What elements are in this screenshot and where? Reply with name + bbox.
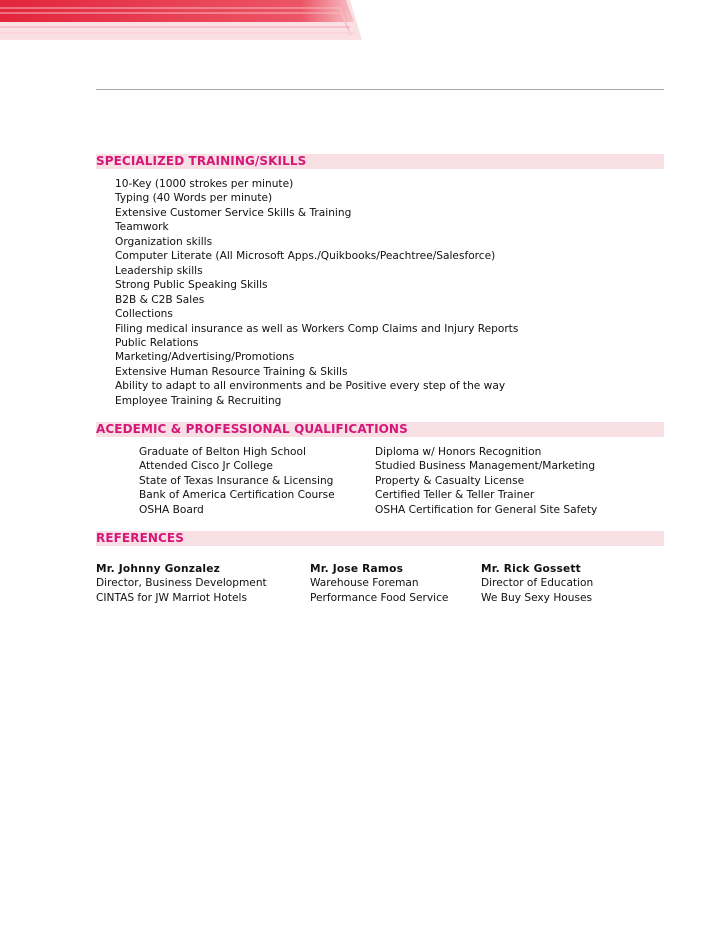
list-item: 10-Key (1000 strokes per minute) xyxy=(115,178,294,190)
list-item: Teamwork xyxy=(115,221,169,234)
qualifications-left-column xyxy=(139,445,335,517)
header-divider xyxy=(96,89,664,90)
list-item: B2B & C2B Sales xyxy=(115,293,205,306)
list-item: OSHA Board xyxy=(139,503,204,516)
reference-organization: We Buy Sexy Houses xyxy=(481,591,593,604)
list-item: Employee Training & Recruiting xyxy=(115,394,282,407)
reference-card xyxy=(481,562,593,605)
list-item: Property & Casualty License xyxy=(375,474,525,487)
list-item: Studied Business Management/Marketing xyxy=(375,460,596,473)
list-item: Leadership skills xyxy=(115,264,203,277)
reference-name: Mr. Johnny Gonzalez xyxy=(96,563,221,575)
list-item: Attended Cisco Jr College xyxy=(139,460,273,473)
list-item: Extensive Customer Service Skills & Training xyxy=(115,206,352,219)
list-item: Organization skills xyxy=(115,235,213,248)
list-item: Public Relations xyxy=(115,336,199,349)
list-item: Filing medical insurance as well as Workers Comp Claims and Injury Reports xyxy=(115,322,519,335)
list-item: State of Texas Insurance & Licensing xyxy=(139,474,334,487)
list-item: Ability to adapt to all environments and be Positive every step of the way xyxy=(115,380,506,393)
reference-title: Director, Business Development xyxy=(96,577,267,590)
list-item: OSHA Certification for General Site Safety xyxy=(375,503,598,516)
list-item: Extensive Human Resource Training & Skills xyxy=(115,365,348,378)
list-item: Typing (40 Words per minute) xyxy=(115,192,273,205)
reference-organization: CINTAS for JW Marriot Hotels xyxy=(96,591,248,604)
list-item: Strong Public Speaking Skills xyxy=(115,279,268,292)
qualifications-heading: ACEDEMIC & PROFESSIONAL QUALIFICATIONS xyxy=(96,422,408,436)
list-item: Certified Teller & Teller Trainer xyxy=(375,489,535,502)
skills-heading: SPECIALIZED TRAINING/SKILLS xyxy=(96,154,307,168)
reference-card xyxy=(310,562,448,605)
list-item: Bank of America Certification Course xyxy=(139,489,335,502)
reference-card xyxy=(96,562,267,605)
list-item: Computer Literate (All Microsoft Apps./Quikbooks/Peachtree/Salesforce) xyxy=(115,250,496,263)
qualifications-right-column xyxy=(375,445,597,517)
reference-name: Mr. Rick Gossett xyxy=(481,563,581,575)
list-item: Diploma w/ Honors Recognition xyxy=(375,446,542,458)
skills-list xyxy=(115,177,518,408)
reference-organization: Performance Food Service xyxy=(310,591,449,604)
reference-name: Mr. Jose Ramos xyxy=(310,563,404,575)
list-item: Collections xyxy=(115,308,173,321)
reference-title: Director of Education xyxy=(481,577,594,590)
list-item: Marketing/Advertising/Promotions xyxy=(115,351,295,364)
references-heading: REFERENCES xyxy=(96,531,184,545)
corner-ribbon-decoration xyxy=(0,0,370,42)
list-item: Graduate of Belton High School xyxy=(139,446,306,458)
reference-title: Warehouse Foreman xyxy=(310,577,419,590)
